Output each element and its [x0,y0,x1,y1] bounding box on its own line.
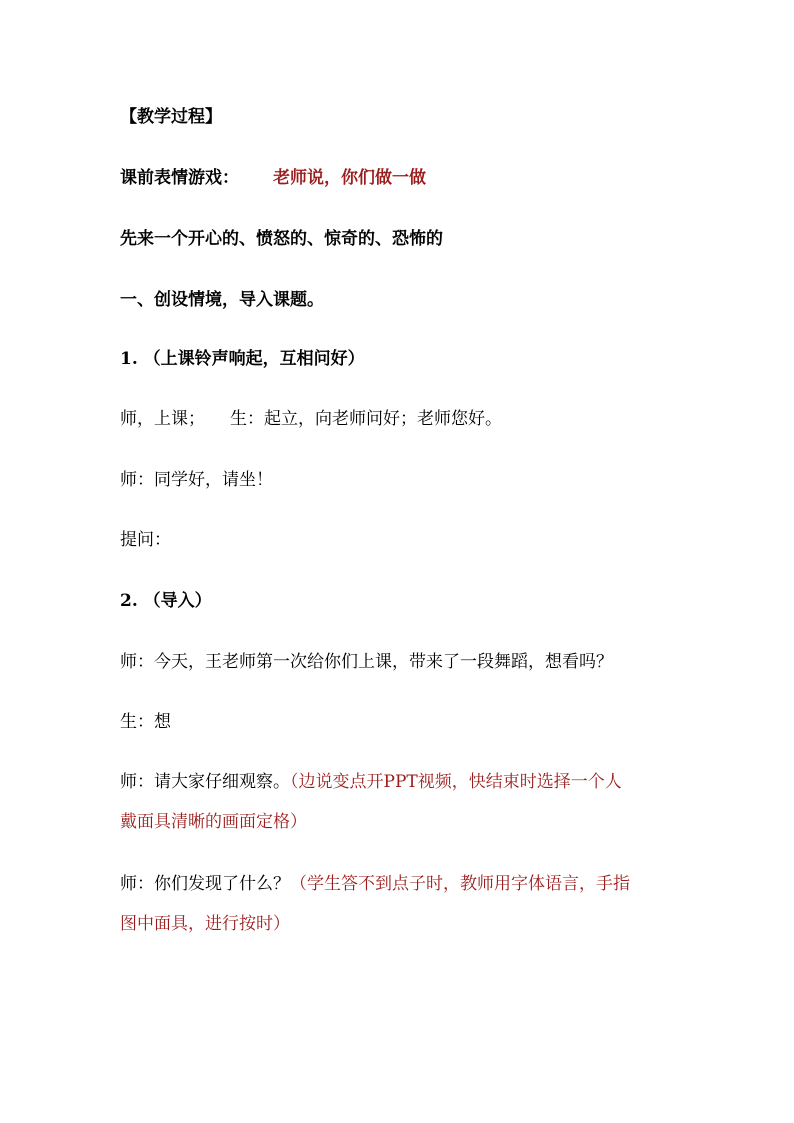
greeting-student: 生：起立，向老师问好；老师您好。 [230,409,502,429]
expressions-line: 先来一个开心的、愤怒的、惊奇的、恐怖的 [120,229,443,249]
teacher-sit-line: 师：同学好，请坐！ [120,470,273,490]
observe-line-1 [120,771,622,793]
greeting-line [120,408,502,430]
step2-heading: 2. （导入） [120,591,212,611]
section1-heading: 一、创设情境，导入课题。 [120,290,324,310]
discover-line-1 [120,873,630,895]
greeting-teacher: 师，上课； [120,409,205,429]
student-reply-line: 生：想 [120,712,171,732]
discover-note: （学生答不到点子时，教师用字体语言，手指 [290,874,630,894]
step1-heading: 1. （上课铃声响起，互相问好） [120,349,365,369]
warmup-line [120,167,426,189]
observe-teacher: 师：请大家仔细观察。 [120,772,290,792]
observe-note: （边说变点开PPT视频，快结束时选择一个人 [290,772,622,792]
warmup-game: 老师说，你们做一做 [273,168,426,188]
section-title: 【教学过程】 [120,107,222,127]
discover-line-2: 图中面具，进行按时） [120,914,290,934]
observe-line-2: 戴面具清晰的画面定格） [120,812,307,832]
question-label: 提问： [120,530,171,550]
discover-teacher: 师：你们发现了什么？ [120,874,290,894]
teacher-intro-line: 师：今天，王老师第一次给你们上课，带来了一段舞蹈，想看吗？ [120,652,613,672]
warmup-label: 课前表情游戏： [120,168,239,188]
